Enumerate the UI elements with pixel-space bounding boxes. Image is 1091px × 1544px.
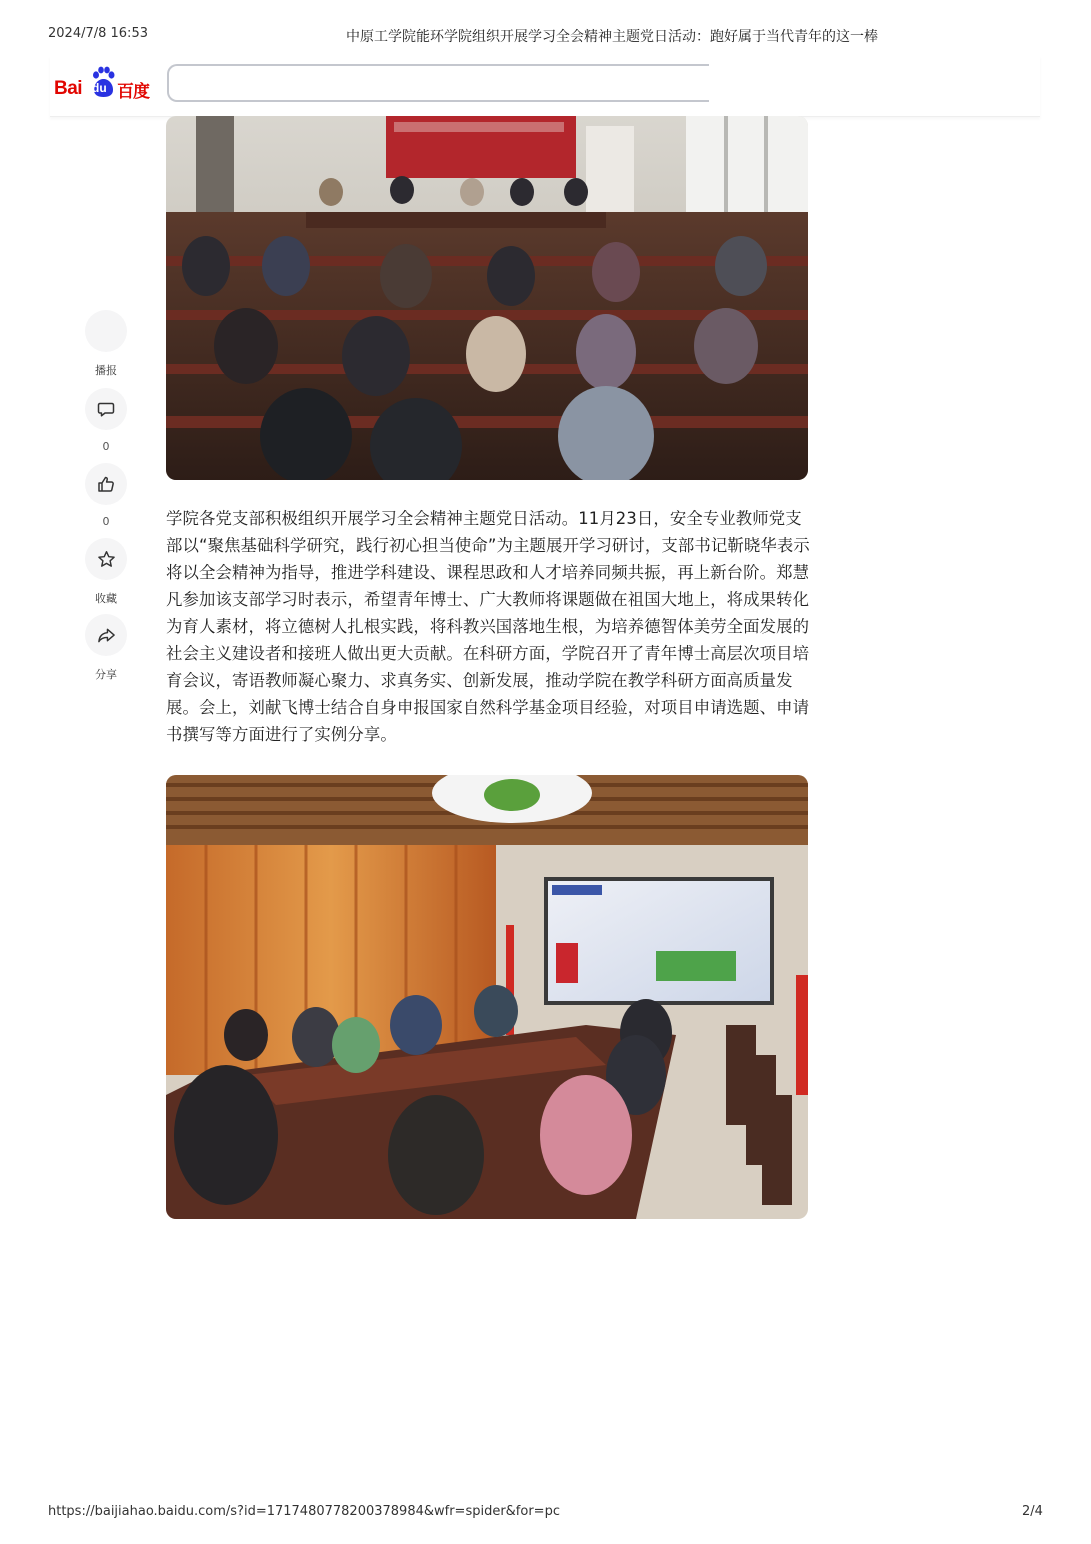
share-action[interactable] (80, 614, 132, 682)
broadcast-label: 播报 (95, 364, 117, 377)
article-photo-meeting-hall (166, 116, 808, 480)
site-header (50, 56, 1040, 117)
broadcast-action[interactable] (80, 310, 132, 378)
share-icon (97, 626, 116, 645)
like-count: 0 (102, 515, 110, 528)
share-label: 分享 (95, 668, 117, 681)
comment-count: 0 (102, 440, 110, 453)
print-page-title: 中原工学院能环学院组织开展学习全会精神主题党日活动：跑好属于当代青年的这一棒 (346, 29, 878, 45)
comment-action[interactable] (80, 388, 132, 453)
article-body (166, 505, 812, 748)
article-photo-seminar-room (166, 775, 808, 1219)
article-paragraph: 学院各党支部积极组织开展学习全会精神主题党日活动。11月23日，安全专业教师党支部以“聚焦基础科学研究，践行初心担当使命”为主题展开学习研讨，支部书记靳晓华表示将以全会精神为指导，推进学科建设、课程思政和人才培养同频共振，再上新台阶。郑慧凡参加该支部学习时表示，希望青年博士、广大教师将课题做在祖国大地上，将成果转化为育人素材，将立德树人扎根实践，将科教兴国落地生根，为培养德智体美劳全面发展的社会主义建设者和接班人做出更大贡献。在科研方面，学院召开了青年博士高层次项目培育会议，寄语教师凝心聚力、求真务实、创新发展，推动学院在教学科研方面高质量发展。会上，刘献飞博士结合自身申报国家自然科学基金项目经验，对项目申请选题、申请书撰写等方面进行了实例分享。 (166, 509, 810, 744)
search-input[interactable] (167, 64, 709, 102)
logo-text-du: du (92, 81, 107, 95)
favorite-label: 收藏 (95, 592, 117, 605)
baidu-logo[interactable] (54, 66, 154, 100)
print-footer-url: https://baijiahao.baidu.com/s?id=1717480778200378984&wfr=spider&for=pc (48, 1504, 560, 1519)
logo-text-baidu-cn: 百度 (117, 82, 149, 102)
favorite-action[interactable] (80, 538, 132, 606)
logo-text-bai: Bai (54, 78, 83, 99)
print-datetime: 2024/7/8 16:53 (48, 26, 148, 41)
broadcast-icon (85, 310, 127, 352)
star-icon (97, 550, 116, 569)
like-action[interactable] (80, 463, 132, 528)
comment-icon (97, 400, 115, 418)
print-page-number: 2/4 (1022, 1504, 1043, 1519)
thumbs-up-icon (97, 475, 115, 493)
